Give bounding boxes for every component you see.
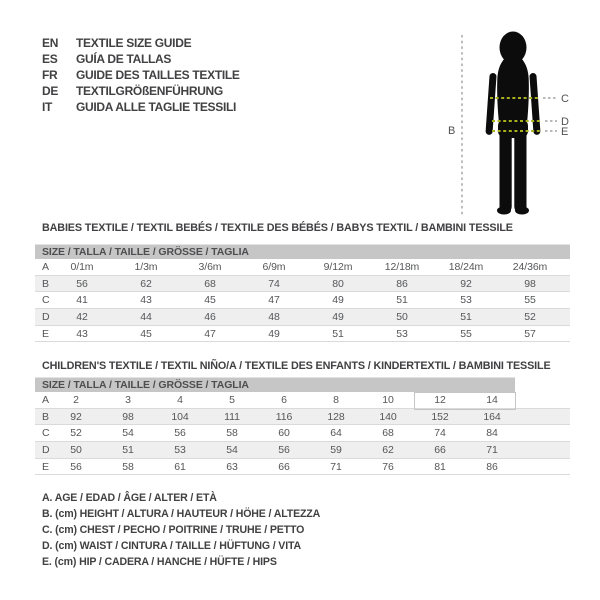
language-row	[42, 67, 240, 83]
table-cell: 68	[204, 277, 216, 290]
table-cell: 74	[268, 277, 280, 290]
table-row	[35, 459, 570, 476]
table-cell: 49	[332, 294, 344, 307]
child-figure	[440, 10, 600, 230]
row-label: E	[42, 460, 49, 473]
table-cell: 56	[70, 460, 82, 473]
row-label: B	[42, 410, 49, 423]
table-cell: 45	[204, 294, 216, 307]
table-cell: 58	[226, 427, 238, 440]
table-row	[35, 292, 570, 309]
table-cell: 61	[174, 460, 186, 473]
table-cell: 54	[122, 427, 134, 440]
language-list	[42, 35, 240, 115]
row-label: A	[42, 393, 49, 406]
table-cell: 41	[76, 294, 88, 307]
language-code: EN	[42, 36, 59, 50]
table-cell: 10	[382, 393, 394, 406]
table-cell: 2	[73, 393, 79, 406]
table-cell: 51	[122, 443, 134, 456]
table-cell: 86	[486, 460, 498, 473]
table-cell: 104	[171, 410, 189, 423]
table-cell: 47	[268, 294, 280, 307]
table-cell: 4	[177, 393, 183, 406]
language-row	[42, 99, 240, 115]
table-row	[35, 276, 570, 293]
row-label: C	[42, 294, 50, 307]
table-cell: 14	[486, 393, 498, 406]
table-cell: 56	[174, 427, 186, 440]
table-cell: 66	[278, 460, 290, 473]
table-cell: 56	[278, 443, 290, 456]
table-cell: 62	[140, 277, 152, 290]
table-cell: 81	[434, 460, 446, 473]
table-cell: 57	[524, 327, 536, 340]
language-title: GUÍA DE TALLAS	[76, 52, 172, 66]
row-label: E	[42, 327, 49, 340]
table-cell: 46	[204, 310, 216, 323]
table-row	[35, 442, 570, 459]
table-cell: 1/3m	[134, 260, 158, 273]
height-label: B	[448, 125, 456, 137]
table-cell: 56	[76, 277, 88, 290]
language-code: FR	[42, 68, 58, 82]
table-cell: 54	[226, 443, 238, 456]
table-cell: 53	[174, 443, 186, 456]
waist-label: D	[561, 116, 569, 128]
table-cell: 86	[396, 277, 408, 290]
table-cell: 52	[524, 310, 536, 323]
row-label: B	[42, 277, 49, 290]
table-cell: 55	[460, 327, 472, 340]
table-cell: 84	[486, 427, 498, 440]
table-cell: 0/1m	[70, 260, 94, 273]
table-cell: 71	[330, 460, 342, 473]
table-cell: 18/24m	[448, 260, 484, 273]
table-cell: 6/9m	[262, 260, 286, 273]
table-row	[35, 309, 570, 326]
children-table	[35, 377, 570, 475]
table-cell: 66	[434, 443, 446, 456]
table-cell: 111	[224, 410, 240, 423]
table-row	[35, 326, 570, 343]
hip-label: E	[561, 126, 569, 138]
table-cell: 71	[486, 443, 498, 456]
table-cell: 68	[382, 427, 394, 440]
table-cell: 9/12m	[323, 260, 353, 273]
table-cell: 98	[524, 277, 536, 290]
table-cell: 128	[327, 410, 345, 423]
table-cell: 51	[396, 294, 408, 307]
table-cell: 80	[332, 277, 344, 290]
table-cell: 55	[524, 294, 536, 307]
table-cell: 12/18m	[384, 260, 420, 273]
table-row	[35, 259, 570, 276]
table-cell: 58	[122, 460, 134, 473]
row-label: C	[42, 427, 50, 440]
measurement-legend	[42, 490, 320, 570]
table-cell: 63	[226, 460, 238, 473]
table-cell: 8	[333, 393, 339, 406]
table-cell: 53	[460, 294, 472, 307]
language-row	[42, 35, 240, 51]
table-cell: 60	[278, 427, 290, 440]
table-cell: 92	[460, 277, 472, 290]
chest-label: C	[561, 93, 569, 105]
table-cell: 5	[229, 393, 235, 406]
row-label: D	[42, 443, 50, 456]
table-row	[35, 409, 570, 426]
table-row	[35, 392, 570, 409]
table-cell: 98	[122, 410, 134, 423]
table-cell: 53	[396, 327, 408, 340]
language-title: GUIDE DES TAILLES TEXTILE	[76, 68, 240, 82]
row-label: A	[42, 260, 49, 273]
legend-line: D. (cm) WAIST / CINTURA / TAILLE / HÜFTUNG / VITA	[42, 540, 302, 552]
table-cell: 116	[275, 410, 293, 423]
table-cell: 3	[125, 393, 131, 406]
row-label: D	[42, 310, 50, 323]
table-cell: 12	[434, 393, 446, 406]
legend-line: C. (cm) CHEST / PECHO / POITRINE / TRUHE / PETTO	[42, 524, 305, 536]
table-cell: 24/36m	[512, 260, 548, 273]
table-cell: 42	[76, 310, 88, 323]
language-row	[42, 51, 240, 67]
table-cell: 50	[396, 310, 408, 323]
table-cell: 47	[204, 327, 216, 340]
table-cell: 164	[483, 410, 501, 423]
table-cell: 152	[431, 410, 449, 423]
table-cell: 43	[140, 294, 152, 307]
table-cell: 49	[268, 327, 280, 340]
table-cell: 45	[140, 327, 152, 340]
language-code: IT	[42, 100, 53, 114]
table-cell: 3/6m	[198, 260, 222, 273]
language-title: TEXTILE SIZE GUIDE	[76, 36, 192, 50]
babies-table-header: SIZE / TALLA / TAILLE / GRÖSSE / TAGLIA	[35, 244, 570, 259]
table-row	[35, 425, 570, 442]
table-cell: 59	[330, 443, 342, 456]
child-silhouette	[485, 32, 540, 215]
language-row	[42, 83, 240, 99]
table-cell: 92	[70, 410, 82, 423]
table-cell: 140	[379, 410, 397, 423]
table-cell: 76	[382, 460, 394, 473]
table-cell: 64	[330, 427, 342, 440]
table-cell: 48	[268, 310, 280, 323]
legend-line: E. (cm) HIP / CADERA / HANCHE / HÜFTE / HIPS	[42, 556, 277, 568]
babies-table-title: BABIES TEXTILE / TEXTIL BEBÉS / TEXTILE DES BÉBÉS / BABYS TEXTIL / BAMBINI TESSILE	[42, 222, 513, 234]
children-table-header: SIZE / TALLA / TAILLE / GRÖSSE / TAGLIA	[35, 377, 515, 392]
language-code: DE	[42, 84, 59, 98]
children-table-title: CHILDREN'S TEXTILE / TEXTIL NIÑO/A / TEXTILE DES ENFANTS / KINDERTEXTIL / BAMBINI TESSILE	[42, 360, 551, 372]
legend-line: A. AGE / EDAD / ÂGE / ALTER / ETÀ	[42, 492, 217, 504]
language-title: GUIDA ALLE TAGLIE TESSILI	[76, 100, 237, 114]
table-cell: 44	[140, 310, 152, 323]
table-cell: 6	[281, 393, 287, 406]
table-cell: 52	[70, 427, 82, 440]
table-cell: 51	[332, 327, 344, 340]
table-cell: 62	[382, 443, 394, 456]
table-cell: 49	[332, 310, 344, 323]
table-cell: 50	[70, 443, 82, 456]
babies-table	[35, 244, 570, 342]
language-title: TEXTILGRÖßENFÜHRUNG	[76, 84, 223, 98]
table-cell: 51	[460, 310, 472, 323]
legend-line: B. (cm) HEIGHT / ALTURA / HAUTEUR / HÖHE / ALTEZZA	[42, 508, 321, 520]
table-cell: 43	[76, 327, 88, 340]
table-cell: 74	[434, 427, 446, 440]
language-code: ES	[42, 52, 58, 66]
